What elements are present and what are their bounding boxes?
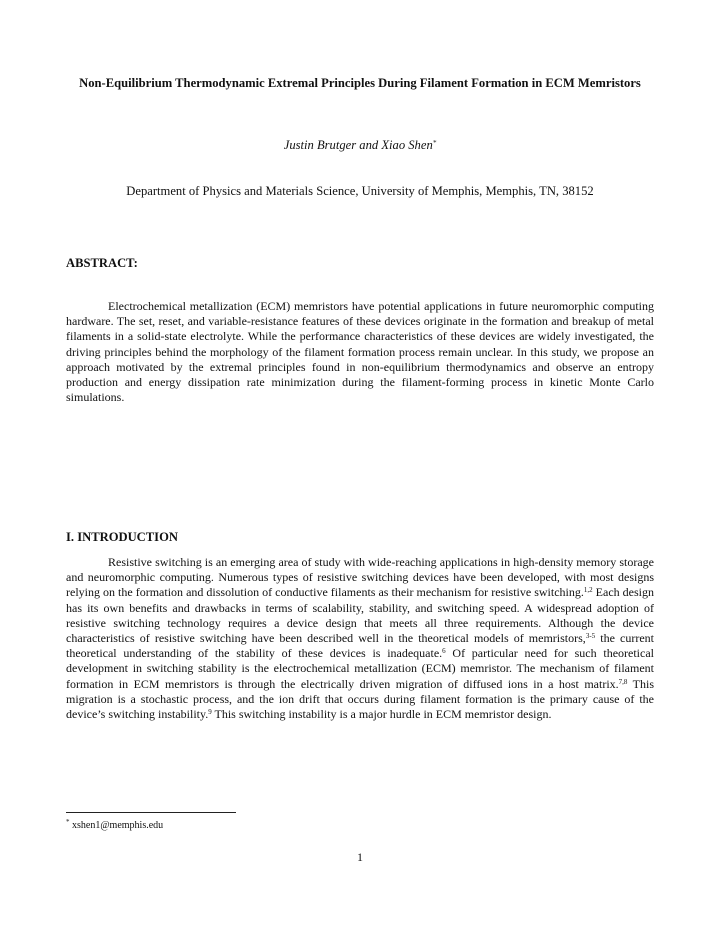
intro-text-3: the current theoretical understanding of the stability of these devices is inadequate. [66, 631, 654, 661]
footnote [66, 820, 163, 831]
footnote-email[interactable]: xshen1@memphis.edu [69, 820, 164, 831]
footnote-mark: * [66, 818, 70, 826]
intro-text-6: This switching instability is a major hurdle in ECM memristor design. [211, 707, 552, 722]
citation-ref: 6 [442, 647, 446, 656]
citation-ref: 9 [208, 708, 212, 717]
intro-text-4: Of particular need for such theoretical development in switching stability is the electrochemical metallization (ECM) memristor. The mechanism of filament formation in ECM memristors is through the electrically driven migration of diffused ions in a host matrix. [66, 646, 654, 691]
paper-title: Non-Equilibrium Thermodynamic Extremal Principles During Filament Formation in ECM Memristors [79, 76, 641, 90]
abstract-heading: ABSTRACT: [66, 256, 138, 270]
abstract-text: Electrochemical metallization (ECM) memristors have potential applications in future neuromorphic computing hardware. The set, reset, and variable-resistance features of these devices originate in the formation and breakup of metal filaments in a solid-state electrolyte. While the performance characteristics of these devices are widely investigated, the driving principles behind the morphology of the filament formation process remain unclear. In this study, we propose an approach motivated by the extremal principles found in non-equilibrium thermodynamics and observe an entropy production and energy dissipation rate minimization during the filament-forming process in kinetic Monte Carlo simulations. [66, 299, 654, 405]
author-line [66, 138, 654, 153]
intro-text-5: This migration is a stochastic process, and the ion drift that occurs during filament formation is the primary cause of the device’s switching instability. [66, 676, 654, 722]
introduction-paragraph [66, 555, 654, 722]
author-footnote-mark: * [432, 139, 437, 147]
intro-text-1: Resistive switching is an emerging area of study with wide-reaching applications in high-density memory storage and neuromorphic computing. Numerous types of resistive switching devices have been developed, with most designs relying on the formation and dissolution of conductive filaments as their mechanism for resistive switching. [66, 555, 654, 600]
citation-ref: 7,8 [618, 677, 628, 686]
author-names: Justin Brutger and Xiao Shen [283, 138, 433, 152]
page-number: 1 [357, 850, 363, 864]
footnote-divider [66, 812, 236, 813]
introduction-heading: I. INTRODUCTION [66, 530, 178, 544]
citation-ref: 1,2 [583, 586, 593, 595]
intro-text-2: Each design has its own benefits and drawbacks in terms of scalability, stability, and switching speed. A widespread adoption of resistive switching technology requires a device design that meets all three requirements. Although the device characteristics of resistive switching have been described well in the theoretical models of memristors, [66, 585, 654, 646]
affiliation: Department of Physics and Materials Science, University of Memphis, Memphis, TN, 38152 [126, 184, 594, 198]
citation-ref: 3-5 [585, 632, 596, 641]
